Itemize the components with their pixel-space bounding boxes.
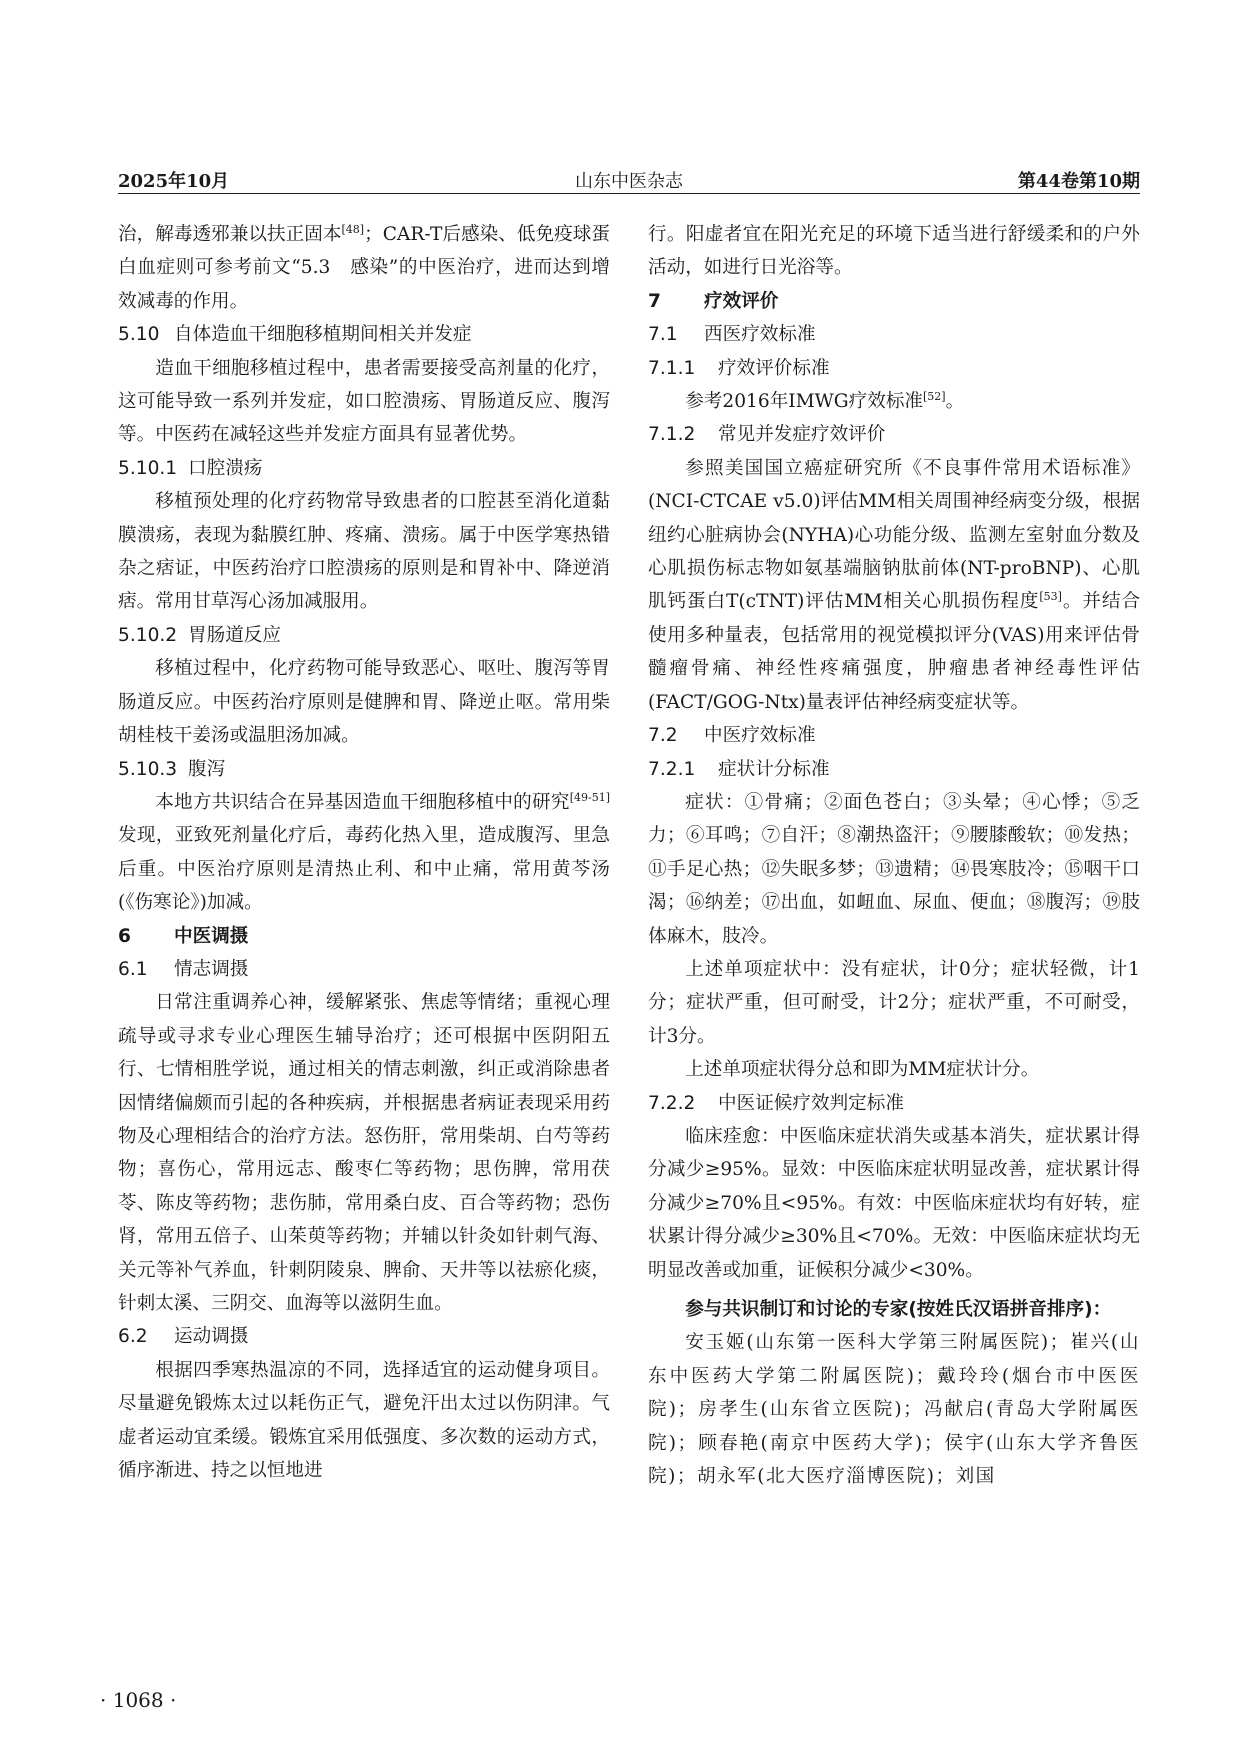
section-title: 口腔溃疡 bbox=[188, 457, 263, 479]
citation-ref: [53] bbox=[1039, 590, 1062, 604]
header-volume: 第44卷第10期 bbox=[1017, 171, 1140, 192]
section-number: 7 bbox=[648, 290, 661, 312]
section-heading bbox=[118, 318, 610, 351]
left-column bbox=[118, 218, 610, 1487]
section-heading bbox=[648, 285, 1140, 318]
experts-heading: 参与共识制订和讨论的专家(按姓氏汉语拼音排序)： bbox=[685, 1299, 1112, 1320]
section-title: 情志调摄 bbox=[174, 958, 249, 980]
section-number: 6.2 bbox=[118, 1326, 148, 1348]
section-title: 运动调摄 bbox=[174, 1326, 249, 1348]
section-title: 症状计分标准 bbox=[718, 758, 830, 780]
header-date: 2025年10月 bbox=[118, 171, 230, 192]
body-paragraph: 行。阳虚者宜在阳光充足的环境下适当进行舒缓柔和的户外活动，如进行日光浴等。 bbox=[648, 224, 1140, 279]
body-paragraph: 上述单项症状得分总和即为MM症状计分。 bbox=[685, 1059, 1040, 1081]
section-number: 7.2 bbox=[648, 725, 678, 747]
section-heading bbox=[648, 753, 1140, 786]
body-paragraph: 症状：①骨痛；②面色苍白；③头晕；④心悸；⑤乏力；⑥耳鸣；⑦自汗；⑧潮热盗汗；⑨腰膝酸软；⑩发热；⑪手足心热；⑫失眠多梦；⑬遗精；⑭畏寒肢冷；⑮咽干口渴；⑯纳差；⑰出血，如衄血、尿血、便血；⑱腹泻；⑲肢体麻木，肢冷。 bbox=[648, 791, 1140, 947]
citation-ref: [48] bbox=[341, 222, 365, 236]
body-paragraph: 移植预处理的化疗药物常导致患者的口腔甚至消化道黏膜溃疡，表现为黏膜红肿、疼痛、溃疡。属于中医学寒热错杂之痞证，中医药治疗口腔溃疡的原则是和胃补中、降逆消痞。常用甘草泻心汤加减服用。 bbox=[118, 491, 610, 613]
experts-list: 安玉姬(山东第一医科大学第三附属医院)；崔兴(山东中医药大学第二附属医院)；戴玲玲(烟台市中医医院)；房孝生(山东省立医院)；冯献启(青岛大学附属医院)；顾春艳(南京中医药大学)；侯宇(山东大学齐鲁医院)；胡永军(北大医疗淄博医院)；刘国 bbox=[648, 1332, 1140, 1488]
body-paragraph: 参考2016年IMWG疗效标准[52]。 bbox=[685, 389, 965, 413]
body-paragraph: 治，解毒透邪兼以扶正固本[48]；CAR-T后感染、低免疫球蛋白血症则可参考前文“5.3 感染”的中医治疗，进而达到增效减毒的作用。 bbox=[118, 222, 610, 312]
section-number: 5.10.2 bbox=[118, 624, 178, 646]
citation-ref: [52] bbox=[923, 389, 946, 403]
section-heading bbox=[118, 1320, 610, 1353]
section-number: 6.1 bbox=[118, 958, 148, 980]
running-header bbox=[118, 163, 1140, 194]
section-heading bbox=[118, 452, 610, 485]
body-paragraph: 日常注重调养心神，缓解紧张、焦虑等情绪；重视心理疏导或寻求专业心理医生辅导治疗；还可根据中医阴阳五行、七情相胜学说，通过相关的情志刺激，纠正或消除患者因情绪偏颇而引起的各种疾病，并根据患者病证表现采用药物及心理相结合的治疗方法。怒伤肝，常用柴胡、白芍等药物；喜伤心，常用远志、酸枣仁等药物；思伤脾，常用茯苓、陈皮等药物；悲伤肺，常用桑白皮、百合等药物；恐伤肾，常用五倍子、山茱萸等药物；并辅以针灸如针刺气海、关元等补气养血，针刺阴陵泉、脾俞、天井等以祛瘀化痰，针刺太溪、三阴交、血海等以滋阴生血。 bbox=[118, 992, 610, 1314]
header-journal: 山东中医杂志 bbox=[575, 171, 683, 192]
section-number: 6 bbox=[118, 925, 131, 947]
section-heading bbox=[648, 719, 1140, 752]
section-heading bbox=[118, 753, 610, 786]
body-paragraph: 造血干细胞移植过程中，患者需要接受高剂量的化疗，这可能导致一系列并发症，如口腔溃疡、胃肠道反应、腹泻等。中医药在减轻这些并发症方面具有显著优势。 bbox=[118, 357, 610, 446]
body-paragraph: 根据四季寒热温凉的不同，选择适宜的运动健身项目。尽量避免锻炼太过以耗伤正气，避免汗出太过以伤阴津。气虚者运动宜柔缓。锻炼宜采用低强度、多次数的运动方式，循序渐进、持之以恒地进 bbox=[118, 1359, 610, 1482]
section-number: 7.1.1 bbox=[648, 357, 696, 379]
section-title: 中医调摄 bbox=[174, 925, 249, 947]
page-number: · 1068 · bbox=[100, 1688, 177, 1712]
body-paragraph: 移植过程中，化疗药物可能导致恶心、呕吐、腹泻等胃肠道反应。中医药治疗原则是健脾和胃、降逆止呕。常用柴胡桂枝干姜汤或温胆汤加减。 bbox=[118, 658, 610, 747]
section-heading bbox=[648, 418, 1140, 451]
section-number: 7.2.1 bbox=[648, 758, 696, 780]
section-title: 常见并发症疗效评价 bbox=[718, 424, 886, 446]
section-heading bbox=[648, 352, 1140, 385]
body-paragraph: 参照美国国立癌症研究所《不良事件常用术语标准》(NCI-CTCAE v5.0)评估MM相关周围神经病变分级，根据纽约心脏病协会(NYHA)心功能分级、监测左室射血分数及心肌损伤标志物如氨基端脑钠肽前体(NT-proBNP)、心肌肌钙蛋白T(cTNT)评估MM相关心肌损伤程度[53]。并结合使用多种量表，包括常用的视觉模拟评分(VAS)用来评估骨髓瘤骨痛、神经性疼痛强度，肿瘤患者神经毒性评估(FACT/GOG-Ntx)量表评估神经病变症状等。 bbox=[648, 457, 1140, 713]
body-paragraph: 本地方共识结合在异基因造血干细胞移植中的研究[49-51]发现，亚致死剂量化疗后，毒药化热入里，造成腹泻、里急后重。中医治疗原则是清热止利、和中止痛，常用黄芩汤(《伤寒论》)加减。 bbox=[118, 790, 610, 914]
section-title: 自体造血干细胞移植期间相关并发症 bbox=[174, 324, 472, 346]
section-number: 7.2.2 bbox=[648, 1092, 696, 1114]
section-number: 7.1.2 bbox=[648, 424, 696, 446]
section-title: 疗效评价 bbox=[704, 290, 779, 312]
section-heading bbox=[648, 1087, 1140, 1120]
section-title: 腹泻 bbox=[188, 758, 226, 780]
section-number: 7.1 bbox=[648, 324, 678, 346]
section-title: 胃肠道反应 bbox=[188, 624, 281, 646]
section-heading bbox=[648, 318, 1140, 351]
body-paragraph: 临床痊愈：中医临床症状消失或基本消失，症状累计得分减少≥95%。显效：中医临床症状明显改善，症状累计得分减少≥70%且<95%。有效：中医临床症状均有好转，症状累计得分减少≥30%且<70%。无效：中医临床症状均无明显改善或加重，证候积分减少<30%。 bbox=[648, 1125, 1140, 1281]
right-column bbox=[648, 218, 1140, 1493]
section-heading bbox=[118, 920, 610, 953]
body-paragraph: 上述单项症状中：没有症状，计0分；症状轻微，计1分；症状严重，但可耐受，计2分；症状严重，不可耐受，计3分。 bbox=[648, 958, 1140, 1047]
section-heading bbox=[118, 953, 610, 986]
section-title: 西医疗效标准 bbox=[704, 324, 816, 346]
citation-ref: [49-51] bbox=[569, 790, 610, 804]
section-number: 5.10.3 bbox=[118, 758, 178, 780]
section-heading bbox=[118, 619, 610, 652]
section-title: 疗效评价标准 bbox=[718, 357, 830, 379]
section-number: 5.10.1 bbox=[118, 457, 178, 479]
section-title: 中医证候疗效判定标准 bbox=[718, 1092, 904, 1114]
section-number: 5.10 bbox=[118, 324, 160, 346]
section-title: 中医疗效标准 bbox=[704, 725, 816, 747]
